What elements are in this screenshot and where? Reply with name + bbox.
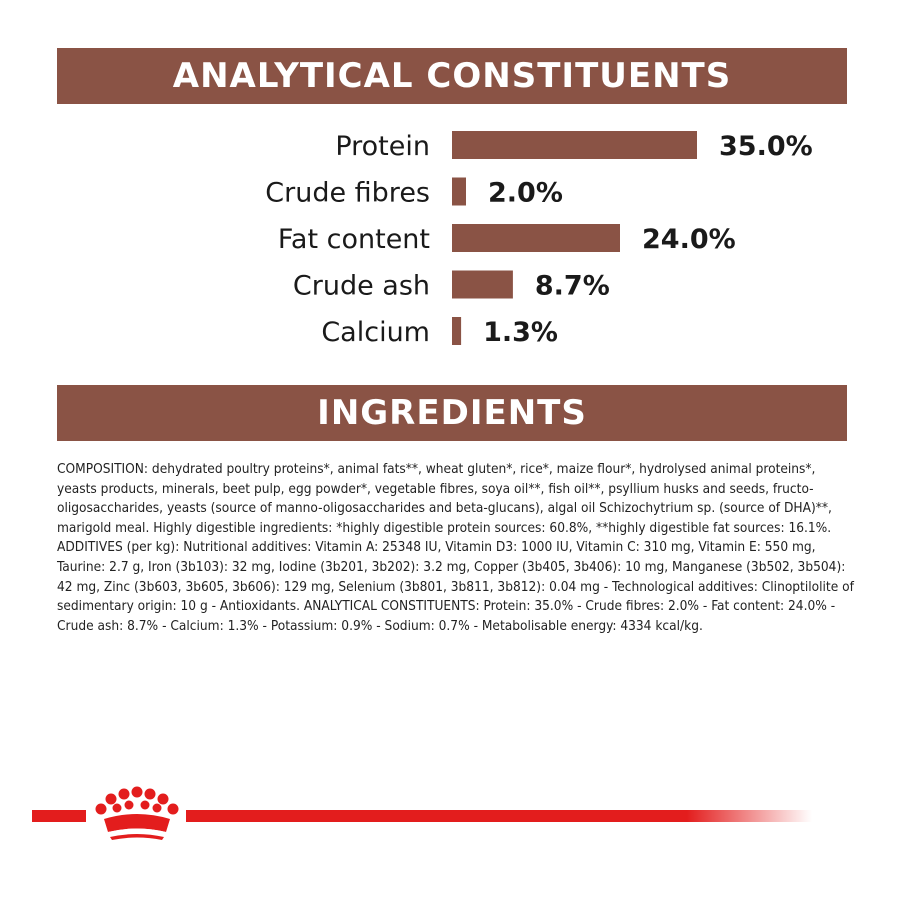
ingredients-heading: INGREDIENTS xyxy=(57,385,847,441)
brand-footer xyxy=(0,785,920,845)
footer-line-right xyxy=(186,810,812,822)
category-label: Calcium xyxy=(321,317,430,348)
value-label: 8.7% xyxy=(534,270,610,302)
value-label: 24.0% xyxy=(642,224,736,255)
value-label: 2.0% xyxy=(488,177,563,209)
bar xyxy=(452,271,513,299)
category-label: Crude ash xyxy=(292,270,430,302)
category-label: Crude fibres xyxy=(265,177,430,209)
footer-line-left xyxy=(32,810,86,822)
value-label: 1.3% xyxy=(483,317,558,348)
analytical-constituents-heading: ANALYTICAL CONSTITUENTS xyxy=(57,48,847,104)
composition-text: COMPOSITION: dehydrated poultry proteins*, animal fats**, wheat gluten*, rice*, maize flour*, hydrolysed animal proteins*, yeasts products, minerals, beet pulp, egg powder*, vegetable fibres, soya oil**, fish oil**, psyllium husks and seeds, fructo-oligosaccharides, yeasts (source of manno-oligosaccharides and beta-glucans), algal oil Schizochytrium sp. (source of DHA)**, marigold meal. Highly digestible ingredients: *highly digestible protein sources: 60.8%, **highly digestible fat sources: 16.1%. ADDITIVES (per kg): Nutritional additives: Vitamin A: 25348 IU, Vitamin D3: 1000 IU, Vitamin C: 310 mg, Vitamin E: 550 mg, Taurine: 2.7 g, Iron (3b103): 32 mg, Iodine (3b201, 3b202): 3.2 mg, Copper (3b405, 3b406): 10 mg, Manganese (3b502, 3b504): 42 mg, Zinc (3b603, 3b605, 3b606): 129 mg, Selenium (3b801, 3b811, 3b812): 0.04 mg - Technological additives: Clinoptilolite of sedimentary origin: 10 g - Antioxidants. ANALYTICAL CONSTITUENTS: Protein: 35.0% - Crude fibres: 2.0% - Fat content: 24.0% - Crude ash: 8.7% - Calcium: 1.3% - Potassium: 0.9% - Sodium: 0.7% - Metabolisable energy: 4334 kcal/kg. xyxy=(57,461,854,634)
bar xyxy=(452,178,466,206)
category-label: Fat content xyxy=(277,224,430,255)
analytical-constituents-chart xyxy=(0,118,920,358)
crown-icon xyxy=(96,787,179,841)
bar xyxy=(452,131,697,159)
bar xyxy=(452,224,620,252)
value-label: 35.0% xyxy=(719,131,813,162)
category-label: Protein xyxy=(335,131,430,162)
bar xyxy=(452,317,461,345)
